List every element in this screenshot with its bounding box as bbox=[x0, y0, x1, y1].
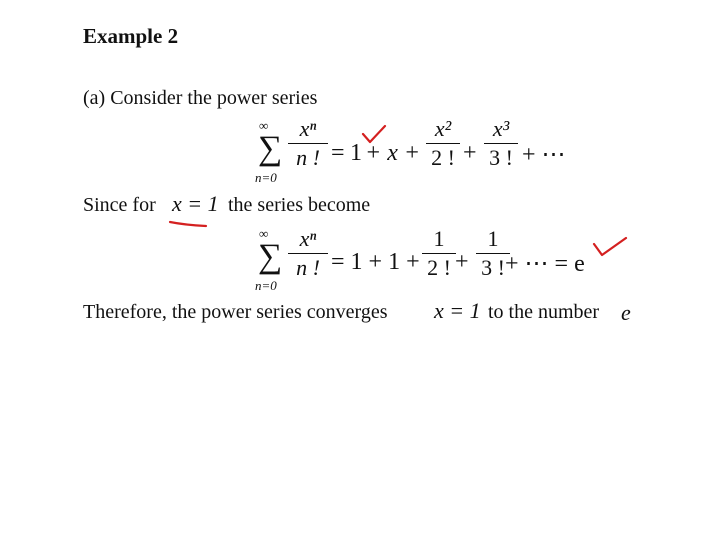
series-tail: + ⋯ bbox=[522, 142, 566, 168]
term-numerator: xⁿ bbox=[299, 226, 317, 251]
fraction-denominator: 3 ! bbox=[481, 255, 505, 281]
term-numerator: xⁿ bbox=[299, 116, 317, 141]
series-tail-e: + ⋯ = e bbox=[505, 251, 585, 277]
since-suffix: the series become bbox=[228, 194, 371, 216]
sigma-symbol: ∑ bbox=[258, 238, 283, 275]
x-squared-denominator: 2 ! bbox=[431, 145, 455, 171]
checkmark-icon bbox=[363, 126, 385, 142]
conclusion-prefix: Therefore, the power series converges bbox=[83, 301, 388, 323]
x-cubed-denominator: 3 ! bbox=[489, 145, 513, 171]
since-condition: x = 1 bbox=[172, 191, 219, 216]
sum-middle: = 1 + 1 + bbox=[331, 249, 420, 275]
part-a-text: (a) Consider the power series bbox=[83, 87, 318, 109]
underline-stroke bbox=[170, 222, 206, 226]
equals-sign: = bbox=[331, 140, 345, 166]
conclusion-condition: x = 1 bbox=[434, 298, 481, 323]
checkmark-icon bbox=[594, 238, 626, 255]
plus-sign: + bbox=[455, 249, 469, 275]
term-denominator: n ! bbox=[296, 145, 320, 171]
fraction-numerator: 1 bbox=[487, 226, 499, 251]
x-cubed-numerator: x³ bbox=[492, 116, 510, 141]
since-prefix: Since for bbox=[83, 194, 156, 216]
plus-x-text: + x + bbox=[365, 140, 421, 166]
sum-lower-limit: n=0 bbox=[255, 278, 277, 293]
example-title: Example 2 bbox=[83, 24, 179, 48]
sigma-symbol: ∑ bbox=[258, 130, 283, 167]
sum-upper-limit: ∞ bbox=[259, 226, 269, 241]
plus-sign: + bbox=[463, 140, 477, 166]
sum-lower-limit: n=0 bbox=[255, 170, 277, 185]
x-squared-numerator: x² bbox=[434, 116, 452, 141]
term-denominator: n ! bbox=[296, 255, 320, 281]
sum-upper-limit: ∞ bbox=[259, 118, 269, 133]
conclusion-mid: to the number bbox=[488, 301, 600, 323]
fraction-numerator: 1 bbox=[433, 226, 445, 251]
conclusion-e: e bbox=[621, 300, 631, 325]
term-one: 1 bbox=[350, 140, 362, 166]
fraction-denominator: 2 ! bbox=[427, 255, 451, 281]
